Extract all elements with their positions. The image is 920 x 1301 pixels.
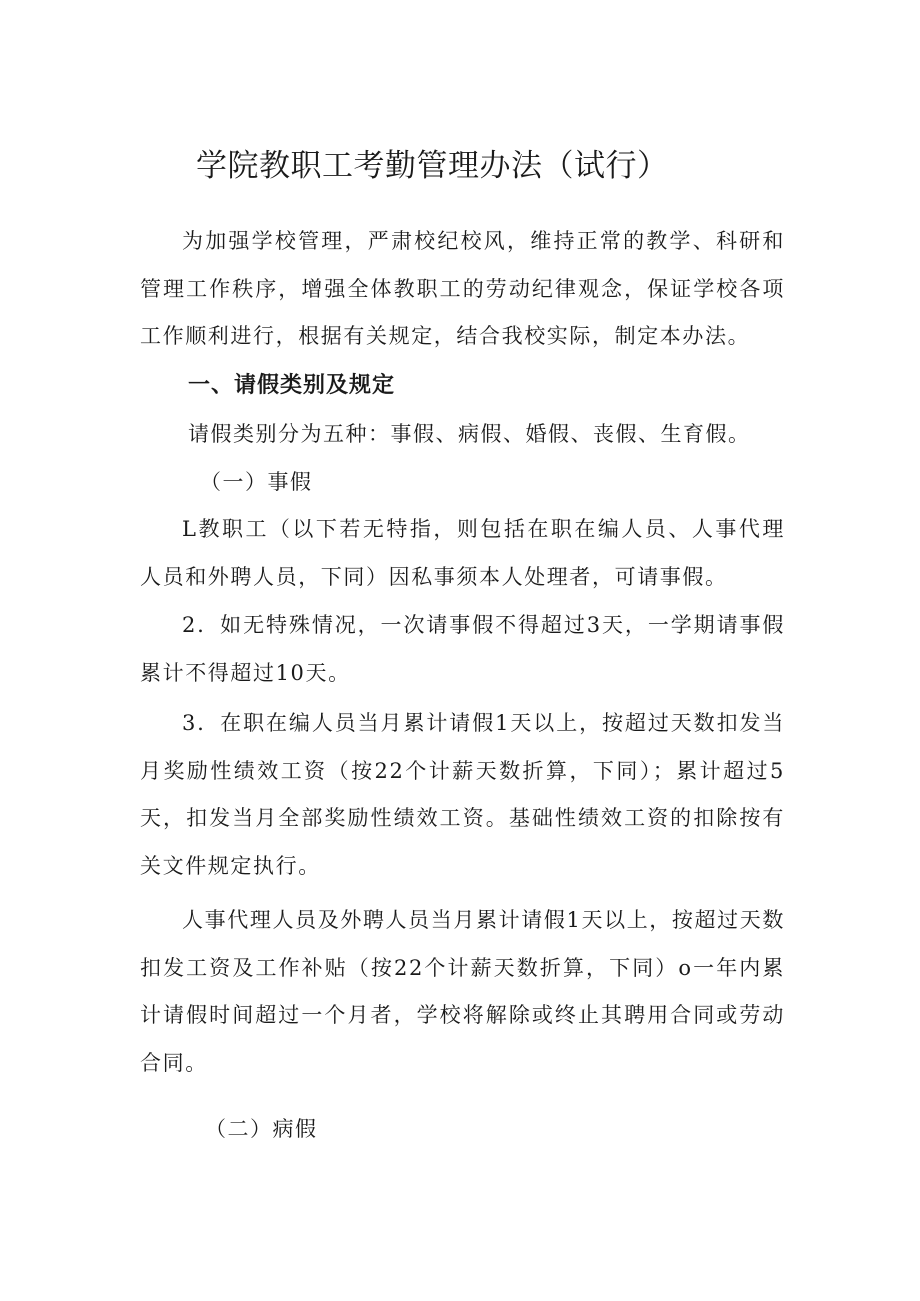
item-3-continuation-paragraph: 人事代理人员及外聘人员当月累计请假1天以上，按超过天数扣发工资及工作补贴（按22个计薪天数折算，下同）o一年内累计请假时间超过一个月者，学校将解除或终止其聘用合同或劳动合同。 xyxy=(140,908,785,1075)
item-3-paragraph: 3．在职在编人员当月累计请假1天以上，按超过天数扣发当月奖励性绩效工资（按22个计薪天数折算，下同）；累计超过5天，扣发当月全部奖励性绩效工资。基础性绩效工资的扣除按有关文件规定执行。 xyxy=(140,711,785,878)
leave-types-paragraph: 请假类别分为五种：事假、病假、婚假、丧假、生育假。 xyxy=(188,422,751,446)
section-heading: 一、请假类别及规定 xyxy=(188,373,396,398)
item-2-paragraph: 2．如无特殊情况，一次请事假不得超过3天，一学期请事假累计不得超过10天。 xyxy=(140,613,785,685)
document-title: 学院教职工考勤管理办法（试行） xyxy=(196,148,669,184)
intro-paragraph: 为加强学校管理，严肃校纪校风，维持正常的教学、科研和管理工作秩序，增强全体教职工的劳动纪律观念，保证学校各项工作顺利进行，根据有关规定，结合我校实际，制定本办法。 xyxy=(140,229,785,348)
item-1-paragraph: L教职工（以下若无特指，则包括在职在编人员、人事代理人员和外聘人员，下同）因私事须本人处理者，可请事假。 xyxy=(140,517,785,589)
subsection-heading-personal-leave: （一）事假 xyxy=(200,470,313,494)
subsection-heading-sick-leave: （二）病假 xyxy=(205,1117,318,1141)
